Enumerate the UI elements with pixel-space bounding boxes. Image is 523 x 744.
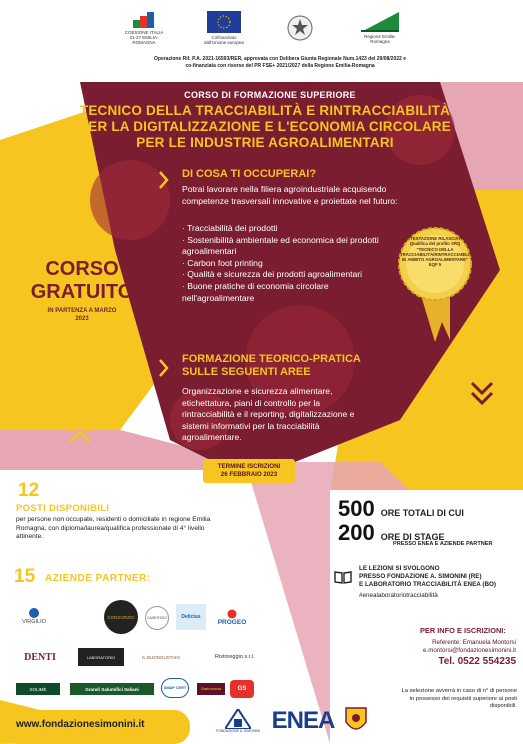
- ore-stage-sub: PRESSO ENEA E AZIENDE PARTNER: [393, 541, 493, 547]
- regione-caption: Regione Emilia-Romagna: [364, 34, 396, 44]
- partner-name: IL BUONGUSTAIO: [142, 654, 180, 660]
- course-title-line: TECNICO DELLA TRACCIABILITÀ E RINTRACCIABILITÀ: [79, 103, 451, 118]
- section2-title-line1: FORMAZIONE TEORICO-PRATICA: [182, 353, 361, 365]
- section2-body: Organizzazione e sicurezza alimentare, etichettatura, piani di controllo per la rintracciabilità e il reporting, digitalizzazione e sistemi informativi per la tracciabilità agroalimentare.: [182, 386, 355, 443]
- regione-icon: [361, 12, 399, 32]
- ore-stage-label: ORE DI STAGE: [380, 532, 445, 542]
- partner-logo-ristoreggio: [215, 650, 275, 664]
- lezioni-line2: PRESSO FONDAZIONE A. SIMONINI (RE): [359, 573, 482, 581]
- corso-line2: GRATUITO: [30, 281, 134, 303]
- stemma-icon: [344, 704, 368, 736]
- partner-logo-progeo: [212, 605, 252, 629]
- regione-logo: [355, 8, 405, 48]
- texture-circle: [90, 160, 170, 240]
- bullet-item: · Qualità e sicurezza dei prodotti agroalimentari: [182, 269, 363, 280]
- corso-line4: 2023: [75, 316, 89, 322]
- corso-gratuito: [22, 258, 142, 323]
- eu-flag-icon: [207, 11, 241, 33]
- partner-logo-grandi-salumifici: [70, 683, 154, 695]
- progeo-icon: [225, 609, 239, 619]
- partner-name: Gastronomia: [200, 687, 222, 691]
- partner-logo-virgilio: [14, 603, 54, 629]
- course-kicker: CORSO DI FORMAZIONE SUPERIORE: [184, 90, 356, 100]
- lezioni-line3: E LABORATORIO TRACCIABILITÀ ENEA (BO): [359, 581, 497, 589]
- coesione-icon: [133, 12, 155, 28]
- info-contacts: [400, 639, 516, 655]
- footer-logo-enea: [270, 706, 336, 736]
- footer-logo-name: FONDAZIONE A. SIMONINI: [216, 729, 260, 733]
- corso-line1: CORSO: [45, 258, 119, 280]
- lezioni-hashtag: #enealaboratoriotracciabilità: [359, 591, 438, 599]
- footer-logo-simonini: [214, 704, 262, 738]
- selezione-note: La selezione avverrà in caso di n° di persone in possesso dei requisiti superiore ai posti disponibili.: [401, 688, 517, 709]
- partner-name: Delicius: [181, 614, 201, 620]
- posti-label: POSTI DISPONIBILI: [16, 503, 110, 514]
- partner-name: SOLIMÈ: [29, 686, 47, 692]
- section2-title-line2: SULLE SEGUENTI AREE: [182, 366, 311, 378]
- corso-line3: IN PARTENZA A MARZO: [47, 308, 117, 314]
- lezioni-line1: LE LEZIONI SI SVOLGONO: [359, 565, 440, 572]
- virgilio-icon: [27, 607, 41, 619]
- posti-number: 12: [18, 480, 40, 501]
- ore-totali-number: 500: [338, 496, 375, 521]
- lezioni-info: [337, 565, 517, 600]
- aziende-label: AZIENDE PARTNER:: [45, 573, 151, 584]
- website-link[interactable]: www.fondazionesimonini.it: [16, 719, 145, 730]
- partner-name: DENTI: [24, 651, 56, 663]
- partner-name: Grandi Salumifici Italiani: [85, 686, 139, 692]
- ore-totali-label: ORE TOTALI DI CUI: [380, 508, 464, 518]
- ore-totali-row: [338, 496, 518, 522]
- termine-line1: TERMINE ISCRIZIONI: [217, 463, 281, 470]
- section1-title: DI COSA TI OCCUPERAI?: [182, 168, 317, 180]
- info-tel[interactable]: Tel. 0522 554235: [438, 656, 516, 667]
- info-email[interactable]: e.montorsi@fondazionesimonini.it: [423, 647, 516, 654]
- section2-title: [182, 353, 361, 379]
- partner-name: CASEIFICIO: [147, 616, 167, 620]
- partner-logo-caseificio: [145, 606, 169, 630]
- partner-name: CONSORZIO: [107, 614, 135, 620]
- partner-logo-delicius: [176, 604, 206, 630]
- operation-text: Operazione Rif. P.A. 2021-16593/RER, approvata con Delibera Giunta Regionale Num.1423 del 29/08/2022 e co-finanziata con risorse del PR FSE+ 2021/2027 della Regione Emilia-Romagna: [154, 56, 406, 69]
- bullet-item: · Tracciabilità dei prodotti: [182, 223, 278, 233]
- header: [0, 0, 523, 82]
- ore-stage-number: 200: [338, 520, 375, 545]
- partner-logo-gs: [230, 680, 254, 698]
- partner-logo-solime: [16, 683, 60, 695]
- partner-name: Ristoreggio s.r.l.: [215, 654, 255, 660]
- emblem-icon: [287, 14, 313, 42]
- coesione-caption: COESIONE ITALIA 21-27 EMILIA-ROMAGNA: [124, 29, 164, 45]
- partner-logo-laboratorio: [78, 648, 124, 666]
- eu-logo: [200, 8, 248, 48]
- simonini-icon: [225, 709, 251, 729]
- partner-name: PROGEO: [217, 618, 247, 626]
- partner-logo-smap: [161, 678, 189, 698]
- info-title: PER INFO E ISCRIZIONI:: [420, 626, 506, 635]
- coesione-logo: [124, 8, 164, 48]
- footer-logo-name: ENEA: [271, 707, 335, 734]
- partner-logo-buongustaio: [132, 650, 190, 664]
- course-title-line: PER LE INDUSTRIE AGROALIMENTARI: [136, 135, 394, 150]
- partner-name: GS: [237, 686, 247, 692]
- section1-bullets: [182, 223, 382, 304]
- course-title-line: PER LA DIGITALIZZAZIONE E L'ECONOMIA CIRCOLARE: [79, 119, 451, 134]
- bullet-item: · Carbon foot printing: [182, 257, 263, 268]
- termine-line2: 26 FEBBRAIO 2023: [220, 471, 278, 478]
- badge-text: ATTESTAZIONE RILASCIATA: Qualifica del profilo SRQ "TECNICO DELLA TRACCIABILITÀ/RINTRACCIABILITÀ IN AMBITO AGROALIMENTARE" EQF 5: [400, 236, 475, 268]
- course-title: [60, 103, 470, 151]
- partner-name: SMAP CERT: [163, 686, 187, 690]
- partner-name: LABORATORIO: [86, 654, 116, 660]
- partner-logo-gastronomia: [197, 683, 225, 695]
- posti-description: per persone non occupate, residenti o domiciliate in regione Emilia Romagna, con diploma/laurea/qualifica professionale di 4° livello attinente.: [16, 516, 211, 540]
- partner-logo-denti: [14, 648, 66, 666]
- termine-iscrizioni-badge: [203, 459, 295, 483]
- partner-name: VIRGILIO: [22, 619, 46, 625]
- partner-logo-consorzio: [104, 600, 138, 634]
- bullet-item: · Buone pratiche di economia circolare nell'agroalimentare: [182, 280, 329, 303]
- section1-intro: Potrai lavorare nella filiera agroindustriale acquisendo competenze trasversali innovative e proiettate nel futuro:: [182, 184, 398, 206]
- aziende-number: 15: [14, 566, 36, 587]
- bullet-item: · Sostenibilità ambientale ed economica dei prodotti agroalimentari: [182, 234, 379, 257]
- info-referente: Referente: Emanuela Montorsi: [432, 639, 516, 646]
- repubblica-logo: [285, 8, 315, 48]
- eu-caption: Cofinanziato dall'Unione europea: [204, 35, 244, 45]
